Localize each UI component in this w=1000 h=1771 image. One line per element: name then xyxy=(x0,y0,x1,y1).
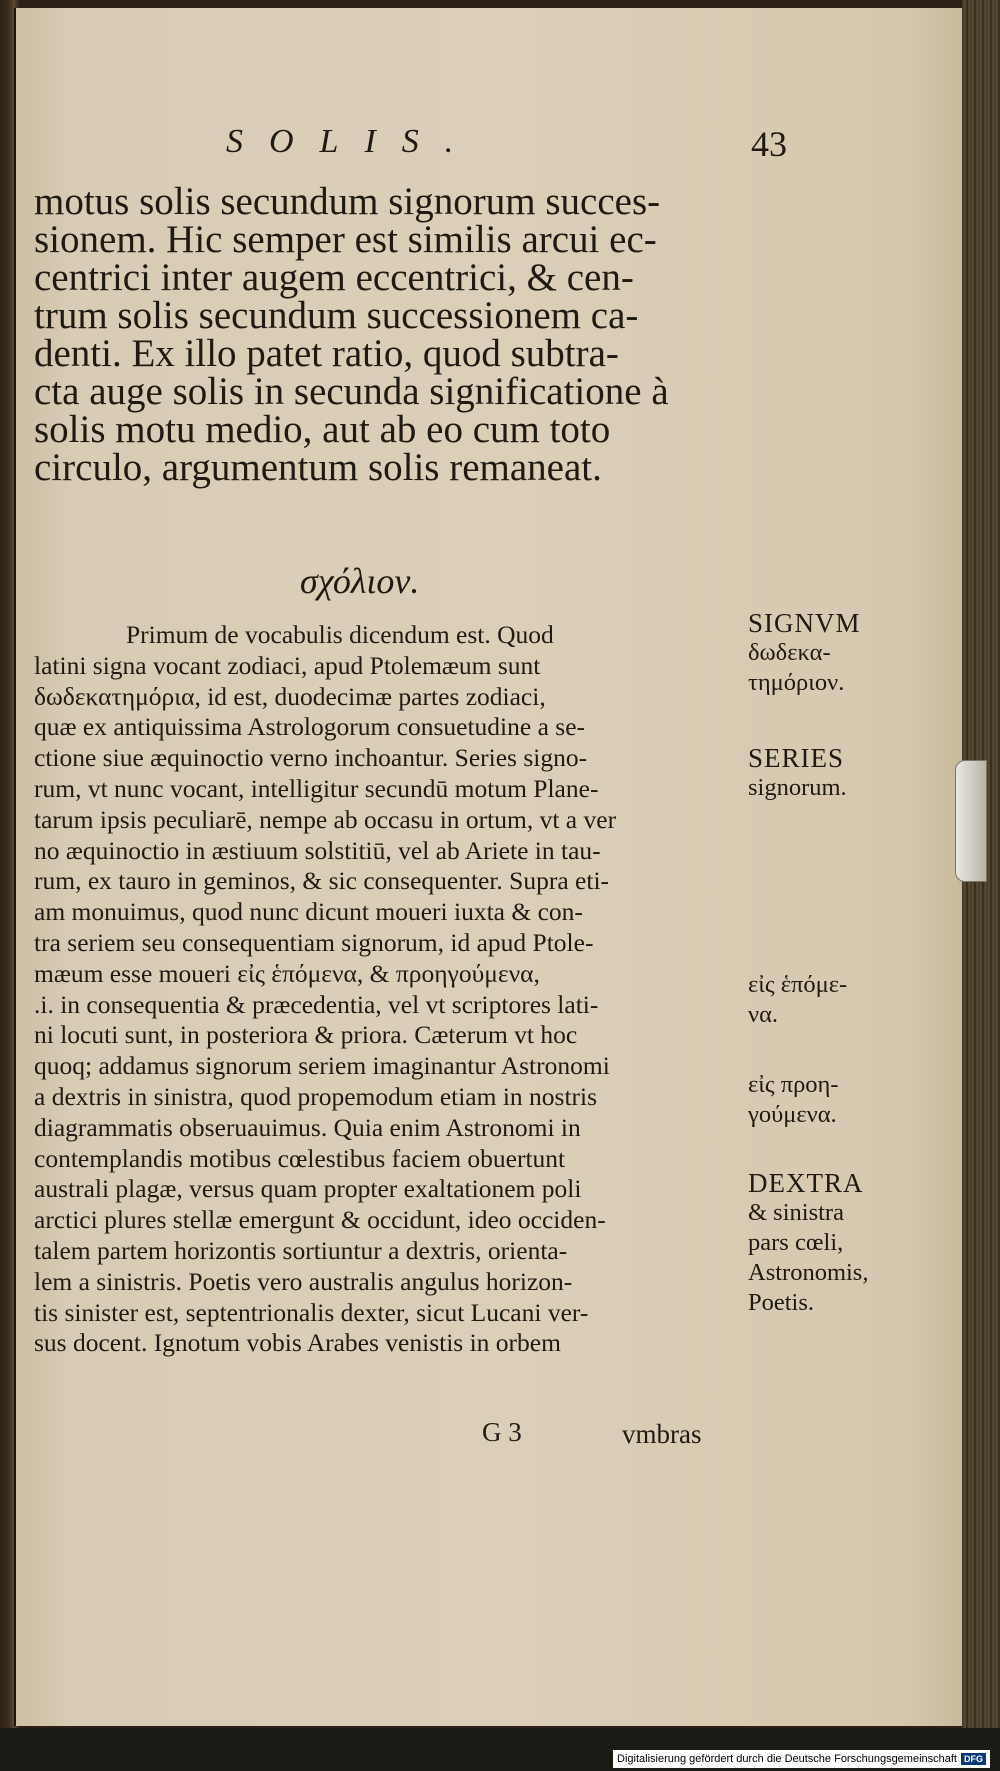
margin-note-eis-epomena xyxy=(748,970,847,1030)
text-line: Primum de vocabulis dicendum est. Quod xyxy=(126,620,554,649)
page-header xyxy=(226,123,926,173)
margin-note-line: SERIES xyxy=(748,743,845,773)
text-line: quoq; addamus signorum seriem imaginantur Astronomi xyxy=(34,1051,610,1081)
text-line: arctici plures stellæ emergunt & occidunt, ideo occiden- xyxy=(34,1205,606,1235)
text-line: rum, vt nunc vocant, intelligitur secundū motum Plane- xyxy=(34,773,599,803)
catchword: vmbras xyxy=(622,1419,702,1449)
text-line: a dextris in sinistra, quod propemodum etiam in nostris xyxy=(34,1081,598,1111)
margin-note-line: & sinistra xyxy=(748,1199,844,1226)
catchline xyxy=(482,1417,752,1453)
margin-note-line: εἰς προη- xyxy=(748,1071,839,1098)
text-line: sionem. Hic semper est similis arcui ec- xyxy=(34,218,657,261)
margin-note-line: γούμενα. xyxy=(748,1101,837,1128)
margin-note-series xyxy=(748,743,847,803)
text-line: australi plagæ, versus quam propter exaltationem poli xyxy=(34,1174,582,1204)
running-head: SOLIS. xyxy=(226,123,480,160)
body-paragraph xyxy=(34,620,756,1359)
signature-mark: G 3 xyxy=(482,1417,522,1447)
text-line: sus docent. Ignotum vobis Arabes venistis in orbem xyxy=(34,1328,561,1358)
margin-note-line: Poetis. xyxy=(748,1289,815,1316)
text-line: am monuimus, quod nunc dicunt moueri iuxta & con- xyxy=(34,897,583,927)
text-line: quæ ex antiquissima Astrologorum consuetudine a se- xyxy=(34,712,586,742)
margin-note-line: SIGNVM xyxy=(748,608,861,638)
margin-note-line: εἰς ἑπόμε- xyxy=(748,971,848,998)
margin-note-signum xyxy=(748,608,861,698)
text-line: no æquinoctio in æstiuum solstitiū, vel ab Ariete in tau- xyxy=(34,835,601,865)
text-line: mæum esse moueri εἰς ἑπόμενα, & προηγούμενα, xyxy=(34,958,540,988)
text-line: ctione siue æquinoctio verno inchoantur. Series signo- xyxy=(34,743,588,773)
text-line: denti. Ex illo patet ratio, quod subtra- xyxy=(34,332,619,375)
margin-note-line: Astronomis, xyxy=(748,1259,869,1286)
margin-note-line: να. xyxy=(748,1001,779,1028)
text-line: latini signa vocant zodiaci, apud Ptolemæum sunt xyxy=(34,650,541,680)
text-line: δωδεκατημόρια, id est, duodecimæ partes zodiaci, xyxy=(34,681,546,711)
text-line: talem partem horizontis sortiuntur a dextris, orienta- xyxy=(34,1235,568,1265)
text-line: rum, ex tauro in geminos, & sic consequenter. Supra eti- xyxy=(34,866,610,896)
text-line: tra seriem seu consequentiam signorum, id apud Ptole- xyxy=(34,927,594,957)
margin-note-line: DEXTRA xyxy=(748,1168,864,1198)
text-line: lem a sinistris. Poetis vero australis angulus horizon- xyxy=(34,1266,573,1296)
margin-note-line: δωδεκα- xyxy=(748,639,831,666)
digitization-credit xyxy=(613,1750,990,1768)
dfg-logo: DFG xyxy=(961,1753,986,1765)
scholion-heading: σχόλιον. xyxy=(300,561,420,601)
credit-text: Digitalisierung gefördert durch die Deutsche Forschungsgemeinschaft xyxy=(617,1753,957,1765)
text-line: ni locuti sunt, in posteriora & priora. Cæterum vt hoc xyxy=(34,1020,578,1050)
text-line: tarum ipsis peculiarē, nempe ab occasu in ortum, vt a ver xyxy=(34,804,617,834)
book-page xyxy=(14,8,982,1726)
text-line: contemplandis motibus cœlestibus faciem obuertunt xyxy=(34,1143,566,1173)
text-line: motus solis secundum signorum succes- xyxy=(34,180,661,223)
main-paragraph xyxy=(34,180,754,489)
margin-note-line: signorum. xyxy=(748,774,847,801)
text-line: diagrammatis obseruauimus. Quia enim Astronomi in xyxy=(34,1112,581,1142)
margin-note-line: pars cœli, xyxy=(748,1229,844,1256)
text-line: centrici inter augem eccentrici, & cen- xyxy=(34,256,634,299)
text-line: .i. in consequentia & præcedentia, vel vt scriptores lati- xyxy=(34,989,599,1019)
text-line: trum solis secundum successionem ca- xyxy=(34,294,639,337)
margin-note-line: τημόριον. xyxy=(748,669,845,696)
margin-note-dextra xyxy=(748,1168,868,1318)
text-line: circulo, argumentum solis remaneat. xyxy=(34,446,602,489)
margin-note-eis-proegoumena xyxy=(748,1070,839,1130)
page-number: 43 xyxy=(751,124,787,164)
page-tab-marker xyxy=(955,760,987,882)
text-line: cta auge solis in secunda significatione à xyxy=(34,370,669,413)
text-line: tis sinister est, septentrionalis dexter, sicut Lucani ver- xyxy=(34,1297,589,1327)
text-line: solis motu medio, aut ab eo cum toto xyxy=(34,408,611,451)
